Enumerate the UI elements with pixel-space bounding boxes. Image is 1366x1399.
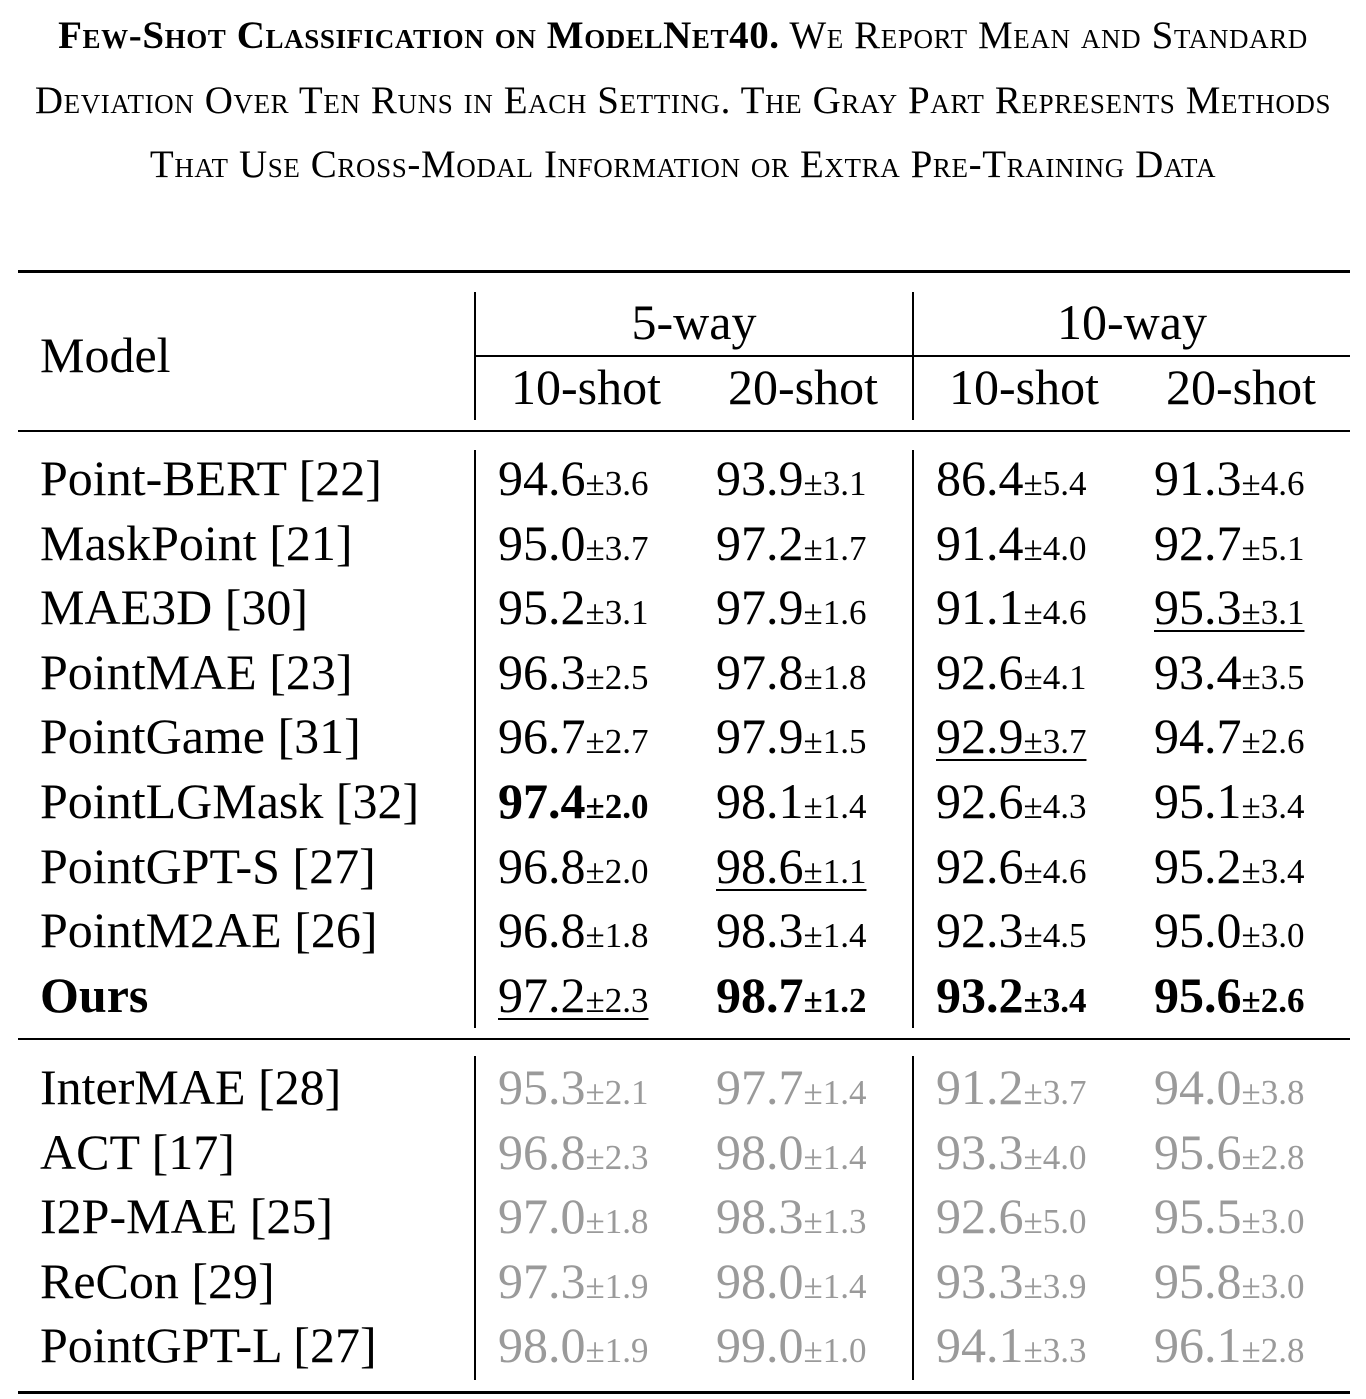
cell-mean: 95.6 xyxy=(1154,1123,1242,1180)
table-cell xyxy=(1154,837,1305,894)
row-model-name: PointGPT-S [27] xyxy=(40,837,376,894)
table-cell xyxy=(498,902,649,959)
cell-mean: 93.4 xyxy=(1154,643,1242,700)
header-rule xyxy=(18,430,1350,432)
table-cell xyxy=(1154,450,1305,506)
cell-mean: 95.1 xyxy=(1154,773,1242,829)
table-row xyxy=(0,902,1366,969)
cell-mean: 97.8 xyxy=(716,643,804,700)
cell-mean: 97.0 xyxy=(498,1188,586,1245)
table-cell xyxy=(498,966,649,1023)
cell-mean: 96.3 xyxy=(498,643,586,700)
cell-mean: 91.2 xyxy=(936,1059,1024,1115)
cell-std: ±1.3 xyxy=(803,1202,867,1242)
cell-std: ±4.0 xyxy=(1023,528,1087,568)
cell-mean: 95.5 xyxy=(1154,1188,1242,1245)
cell-std: ±3.0 xyxy=(1241,916,1305,956)
cell-std: ±4.0 xyxy=(1023,1137,1087,1177)
row-model-name: PointGame [31] xyxy=(40,708,361,765)
row-model-name: ACT [17] xyxy=(40,1123,235,1180)
table-cell xyxy=(936,966,1087,1023)
row-model-name: PointMAE [23] xyxy=(40,643,353,700)
cell-mean: 96.8 xyxy=(498,837,586,894)
cell-std: ±2.1 xyxy=(585,1073,649,1112)
table-cell xyxy=(1154,708,1305,765)
cell-std: ±2.7 xyxy=(585,722,649,762)
table-cell xyxy=(498,773,649,829)
cell-std: ±4.6 xyxy=(1241,464,1305,503)
table-cell xyxy=(1154,1188,1305,1245)
table-cell xyxy=(936,514,1087,571)
cell-std: ±1.6 xyxy=(803,593,867,633)
cell-mean: 95.6 xyxy=(1154,966,1242,1023)
table-row xyxy=(0,579,1366,646)
cell-mean: 92.9 xyxy=(936,708,1024,765)
cell-std: ±1.8 xyxy=(585,916,649,956)
table-row xyxy=(0,450,1366,517)
cell-mean: 98.0 xyxy=(716,1252,804,1309)
table-cell xyxy=(498,1317,649,1374)
cell-mean: 98.7 xyxy=(716,966,804,1023)
cell-mean: 97.9 xyxy=(716,579,804,636)
cell-mean: 98.6 xyxy=(716,837,804,894)
table-cell xyxy=(1154,966,1305,1023)
header-shot-1: 10-shot xyxy=(511,359,661,415)
table-cell xyxy=(936,1252,1087,1309)
cell-std: ±2.3 xyxy=(585,1137,649,1177)
cell-std: ±1.1 xyxy=(803,851,867,891)
cell-std: ±1.9 xyxy=(585,1331,649,1371)
cell-std: ±3.5 xyxy=(1241,657,1305,697)
cell-std: ±3.1 xyxy=(1241,593,1305,633)
cell-std: ±3.4 xyxy=(1241,787,1305,826)
table-row xyxy=(0,514,1366,582)
table-cell xyxy=(716,1123,867,1180)
cell-std: ±3.7 xyxy=(1023,722,1087,762)
header-model: Model xyxy=(40,327,171,383)
row-model-name: PointGPT-L [27] xyxy=(40,1317,377,1374)
cell-mean: 92.6 xyxy=(936,643,1024,700)
row-model-name: MAE3D [30] xyxy=(40,579,309,636)
table-cell xyxy=(936,1059,1087,1115)
cell-mean: 97.2 xyxy=(716,514,804,571)
row-model-name: MaskPoint [21] xyxy=(40,514,353,571)
cell-std: ±3.1 xyxy=(585,593,649,633)
header-shot-2: 20-shot xyxy=(728,359,878,415)
cell-std: ±2.6 xyxy=(1241,722,1305,762)
table-cell xyxy=(1154,1317,1305,1374)
cell-mean: 95.2 xyxy=(1154,837,1242,894)
table-cell xyxy=(716,837,867,894)
cell-mean: 98.0 xyxy=(498,1317,586,1374)
cell-std: ±2.5 xyxy=(585,657,649,697)
table-row xyxy=(0,837,1366,905)
table-row xyxy=(0,1059,1366,1126)
table-cell xyxy=(716,1252,867,1309)
cell-std: ±3.7 xyxy=(585,528,649,568)
table-cell xyxy=(716,1317,867,1374)
cell-mean: 97.7 xyxy=(716,1059,804,1115)
table-cell xyxy=(716,1059,867,1115)
table-cell xyxy=(936,1123,1087,1180)
row-model-name: Point-BERT [22] xyxy=(40,450,382,506)
table-cell xyxy=(936,708,1087,765)
table-cell xyxy=(716,708,867,765)
cell-mean: 96.1 xyxy=(1154,1317,1242,1374)
cell-mean: 97.9 xyxy=(716,708,804,765)
cell-mean: 91.3 xyxy=(1154,450,1242,506)
cell-mean: 94.0 xyxy=(1154,1059,1242,1115)
row-model-name: InterMAE [28] xyxy=(40,1059,342,1115)
cell-mean: 95.0 xyxy=(1154,902,1242,959)
cell-mean: 91.1 xyxy=(936,579,1024,636)
cell-std: ±1.0 xyxy=(803,1331,867,1371)
table-cell xyxy=(936,450,1087,506)
cell-std: ±1.4 xyxy=(803,1266,867,1306)
table-row xyxy=(0,773,1366,840)
table-row xyxy=(0,708,1366,775)
row-model-name: Ours xyxy=(40,966,149,1023)
table-cell xyxy=(716,902,867,959)
bottom-rule xyxy=(18,1391,1350,1394)
group-separator-rule xyxy=(18,1038,1350,1040)
table-cell xyxy=(498,1123,649,1180)
cell-mean: 94.1 xyxy=(936,1317,1024,1374)
table-row xyxy=(0,966,1366,1034)
cell-mean: 96.8 xyxy=(498,902,586,959)
cell-std: ±4.1 xyxy=(1023,657,1087,697)
table-cell xyxy=(498,1188,649,1245)
cell-std: ±4.5 xyxy=(1023,916,1087,956)
cell-std: ±5.4 xyxy=(1023,464,1087,503)
table-row xyxy=(0,1317,1366,1384)
cell-std: ±2.8 xyxy=(1241,1331,1305,1371)
cell-mean: 92.6 xyxy=(936,837,1024,894)
cell-mean: 96.7 xyxy=(498,708,586,765)
group2-cmidrule xyxy=(914,355,1350,357)
header-group-5way: 5-way xyxy=(631,294,757,350)
cell-mean: 93.9 xyxy=(716,450,804,506)
cell-mean: 94.7 xyxy=(1154,708,1242,765)
table-cell xyxy=(498,643,649,700)
table-cell xyxy=(498,1252,649,1309)
caption-lead: Few-Shot Classification on ModelNet40. xyxy=(58,14,780,57)
cell-std: ±1.8 xyxy=(585,1202,649,1242)
table-cell xyxy=(716,966,867,1023)
cell-mean: 86.4 xyxy=(936,450,1024,506)
table-cell xyxy=(936,1317,1087,1374)
cell-std: ±4.6 xyxy=(1023,593,1087,633)
table-cell xyxy=(498,450,649,506)
cell-mean: 93.3 xyxy=(936,1123,1024,1180)
table-row xyxy=(0,1188,1366,1255)
table-cell xyxy=(936,643,1087,700)
cell-std: ±2.8 xyxy=(1241,1137,1305,1177)
table-cell xyxy=(498,579,649,636)
cell-std: ±1.2 xyxy=(803,980,867,1020)
cell-std: ±5.0 xyxy=(1023,1202,1087,1242)
row-model-name: PointM2AE [26] xyxy=(40,902,378,959)
cell-std: ±1.9 xyxy=(585,1266,649,1306)
table-cell xyxy=(1154,1059,1305,1115)
cell-std: ±1.8 xyxy=(803,657,867,697)
group1-cmidrule xyxy=(476,355,912,357)
cell-mean: 98.3 xyxy=(716,902,804,959)
table-cell xyxy=(716,643,867,700)
row-model-name: ReCon [29] xyxy=(40,1252,275,1309)
table-row xyxy=(0,643,1366,711)
table-cell xyxy=(498,837,649,894)
table-caption xyxy=(20,4,1346,198)
cell-std: ±1.4 xyxy=(803,787,867,826)
cell-mean: 95.3 xyxy=(1154,579,1242,636)
cell-mean: 93.3 xyxy=(936,1252,1024,1309)
cell-std: ±2.0 xyxy=(585,787,649,826)
cell-std: ±4.6 xyxy=(1023,851,1087,891)
cell-std: ±3.3 xyxy=(1023,1331,1087,1371)
cell-std: ±3.4 xyxy=(1023,980,1087,1020)
cell-std: ±1.4 xyxy=(803,1073,867,1112)
cell-mean: 91.4 xyxy=(936,514,1024,571)
cell-std: ±3.6 xyxy=(585,464,649,503)
cell-mean: 97.2 xyxy=(498,966,586,1023)
table-cell xyxy=(716,1188,867,1245)
cell-std: ±3.8 xyxy=(1241,1073,1305,1112)
header-shot-4: 20-shot xyxy=(1166,359,1316,415)
cell-mean: 92.6 xyxy=(936,1188,1024,1245)
table-cell xyxy=(716,773,867,829)
cell-mean: 94.6 xyxy=(498,450,586,506)
table-cell xyxy=(716,514,867,571)
cell-std: ±3.0 xyxy=(1241,1266,1305,1306)
table-cell xyxy=(1154,579,1305,636)
table-cell xyxy=(1154,1123,1305,1180)
table-cell xyxy=(716,450,867,506)
table-cell xyxy=(498,1059,649,1115)
cell-mean: 97.3 xyxy=(498,1252,586,1309)
cell-mean: 95.3 xyxy=(498,1059,586,1115)
table-cell xyxy=(498,708,649,765)
cell-std: ±2.6 xyxy=(1241,980,1305,1020)
table-cell xyxy=(936,1188,1087,1245)
table-cell xyxy=(1154,643,1305,700)
table-cell xyxy=(716,579,867,636)
cell-std: ±2.3 xyxy=(585,980,649,1020)
cell-std: ±3.9 xyxy=(1023,1266,1087,1306)
cell-mean: 99.0 xyxy=(716,1317,804,1374)
table-cell xyxy=(498,514,649,571)
cell-std: ±3.1 xyxy=(803,464,867,503)
cell-std: ±1.4 xyxy=(803,916,867,956)
cell-mean: 92.6 xyxy=(936,773,1024,829)
header-group-10way: 10-way xyxy=(1057,294,1207,350)
cell-std: ±3.0 xyxy=(1241,1202,1305,1242)
cell-std: ±4.3 xyxy=(1023,787,1087,826)
table-row xyxy=(0,1252,1366,1320)
cell-mean: 92.7 xyxy=(1154,514,1242,571)
table-cell xyxy=(936,837,1087,894)
cell-std: ±5.1 xyxy=(1241,528,1305,568)
table-cell xyxy=(1154,514,1305,571)
row-model-name: I2P-MAE [25] xyxy=(40,1188,334,1245)
table-row xyxy=(0,1123,1366,1191)
cell-std: ±1.4 xyxy=(803,1137,867,1177)
table-cell xyxy=(1154,1252,1305,1309)
cell-mean: 93.2 xyxy=(936,966,1024,1023)
cell-mean: 95.8 xyxy=(1154,1252,1242,1309)
cell-mean: 98.1 xyxy=(716,773,804,829)
cell-std: ±3.7 xyxy=(1023,1073,1087,1112)
cell-mean: 95.0 xyxy=(498,514,586,571)
table-cell xyxy=(936,902,1087,959)
cell-mean: 97.4 xyxy=(498,773,586,829)
table-cell xyxy=(1154,902,1305,959)
cell-mean: 98.3 xyxy=(716,1188,804,1245)
cell-std: ±3.4 xyxy=(1241,851,1305,891)
top-rule xyxy=(18,270,1350,273)
cell-mean: 95.2 xyxy=(498,579,586,636)
header-shot-3: 10-shot xyxy=(949,359,1099,415)
cell-std: ±1.7 xyxy=(803,528,867,568)
table-cell xyxy=(1154,773,1305,829)
caption-text: We Report Mean and Standard Deviation Over Ten Runs in Each Setting. The Gray Part Represents Methods That Use Cross-Modal Information or Extra Pre-Training Data xyxy=(34,14,1332,186)
cell-mean: 92.3 xyxy=(936,902,1024,959)
cell-std: ±1.5 xyxy=(803,722,867,762)
cell-mean: 96.8 xyxy=(498,1123,586,1180)
cell-mean: 98.0 xyxy=(716,1123,804,1180)
row-model-name: PointLGMask [32] xyxy=(40,773,420,829)
table-cell xyxy=(936,579,1087,636)
table-cell xyxy=(936,773,1087,829)
cell-std: ±2.0 xyxy=(585,851,649,891)
